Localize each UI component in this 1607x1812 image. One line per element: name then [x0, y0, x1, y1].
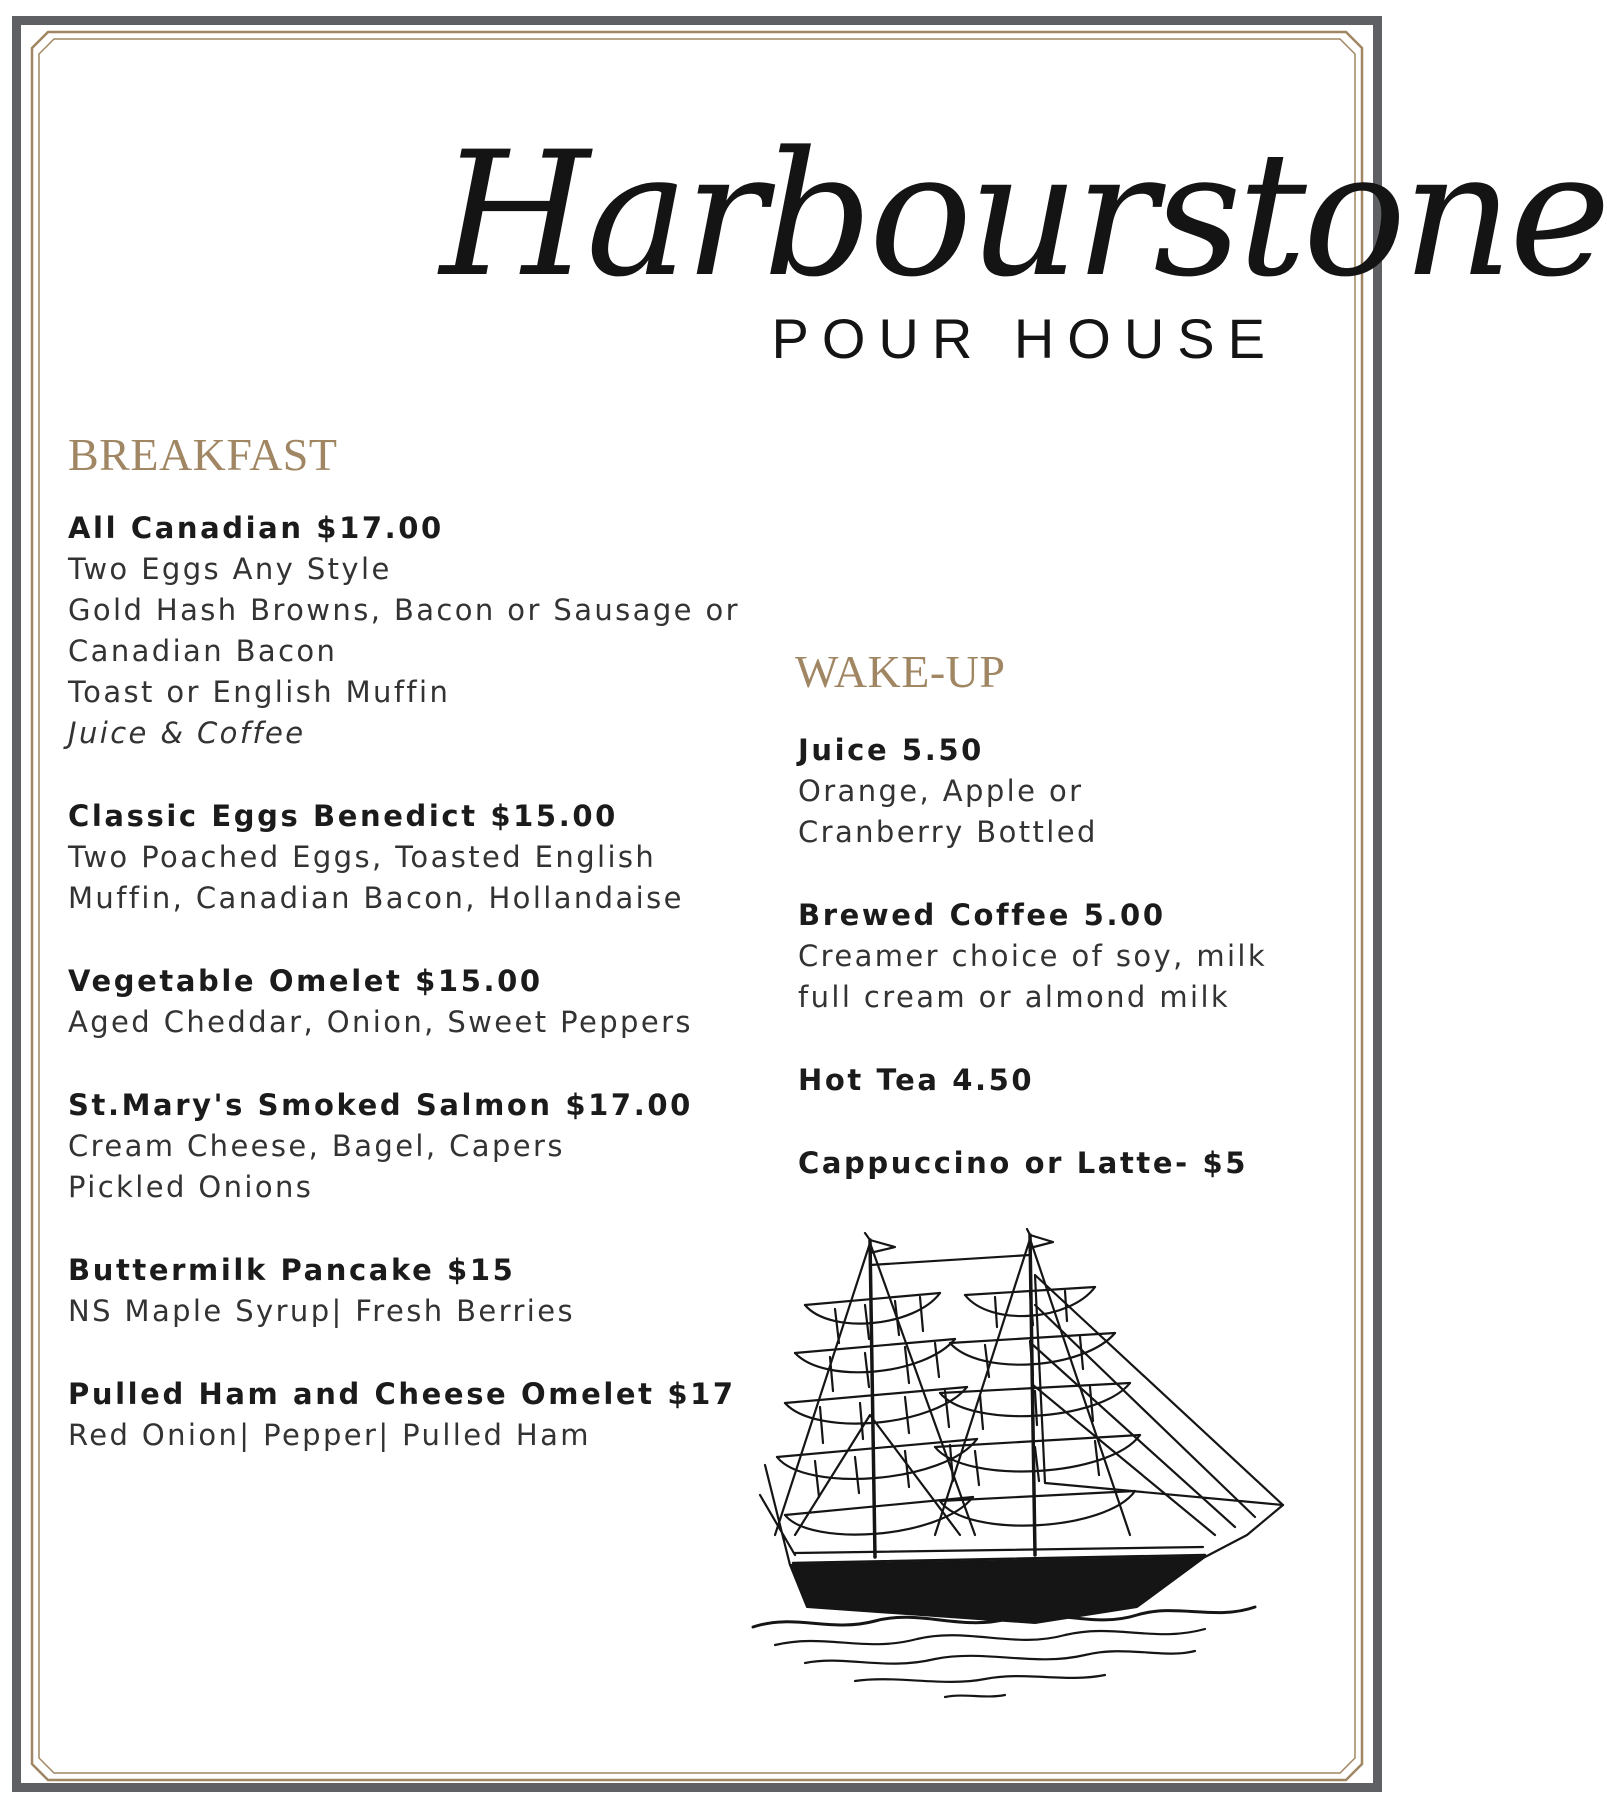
item-description: full cream or almond milk: [798, 980, 1231, 1014]
menu-item: [798, 1060, 1267, 1101]
sailing-ship-icon: [735, 1235, 1295, 1705]
item-description: Aged Cheddar, Onion, Sweet Peppers: [68, 1005, 693, 1039]
item-description: Two Eggs Any Style: [68, 552, 392, 586]
item-description: Gold Hash Browns, Bacon or Sausage or: [68, 593, 740, 627]
item-description: Orange, Apple or: [798, 774, 1084, 808]
menu-item: [798, 1143, 1267, 1184]
logo-subtitle: POUR HOUSE: [771, 307, 1278, 370]
menu-item: [68, 796, 740, 919]
item-description: Pickled Onions: [68, 1170, 314, 1204]
breakfast-list: [68, 508, 740, 1498]
menu-item: [798, 895, 1267, 1018]
wakeup-list: [798, 730, 1267, 1226]
item-description: NS Maple Syrup| Fresh Berries: [68, 1294, 575, 1328]
item-name: Cappuccino or Latte- $5: [798, 1146, 1249, 1180]
item-name: Juice 5.50: [798, 733, 984, 767]
menu-item: [68, 1250, 740, 1332]
menu-item: [798, 730, 1267, 853]
item-name: Pulled Ham and Cheese Omelet $17: [68, 1377, 736, 1411]
breakfast-heading: BREAKFAST: [68, 429, 338, 480]
item-name: Hot Tea 4.50: [798, 1063, 1035, 1097]
item-description: Cream Cheese, Bagel, Capers: [68, 1129, 565, 1163]
item-description: Toast or English Muffin: [68, 675, 451, 709]
menu-item: [68, 961, 740, 1043]
item-name: Classic Eggs Benedict $15.00: [68, 799, 618, 833]
item-name: Buttermilk Pancake $15: [68, 1253, 516, 1287]
item-note: Juice & Coffee: [68, 716, 306, 750]
item-description: Red Onion| Pepper| Pulled Ham: [68, 1418, 591, 1452]
item-description: Creamer choice of soy, milk: [798, 939, 1268, 973]
item-description: Muffin, Canadian Bacon, Hollandaise: [68, 881, 684, 915]
wakeup-heading: WAKE-UP: [795, 646, 1006, 697]
item-description: Two Poached Eggs, Toasted English: [68, 840, 657, 874]
item-description: Canadian Bacon: [68, 634, 338, 668]
item-name: St.Mary's Smoked Salmon $17.00: [68, 1088, 693, 1122]
item-description: Cranberry Bottled: [798, 815, 1098, 849]
menu-item: [68, 1374, 740, 1456]
menu-item: [68, 508, 740, 754]
restaurant-logo: [440, 110, 1607, 380]
item-name: Brewed Coffee 5.00: [798, 898, 1166, 932]
menu-item: [68, 1085, 740, 1208]
logo-script-name: Harbourstone: [440, 114, 1607, 315]
item-name: All Canadian $17.00: [68, 511, 444, 545]
item-name: Vegetable Omelet $15.00: [68, 964, 543, 998]
